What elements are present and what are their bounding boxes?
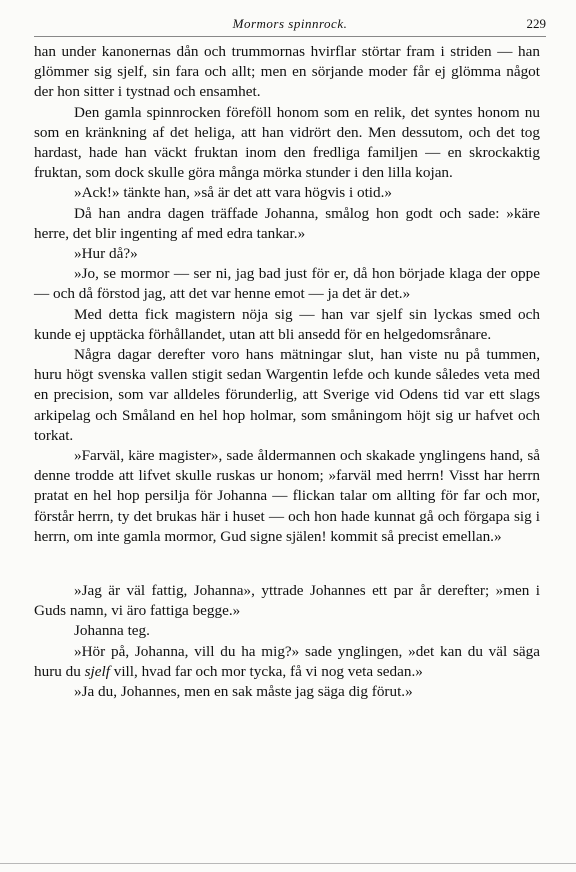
bottom-rule — [0, 863, 576, 864]
paragraph: Johanna teg. — [74, 622, 150, 640]
page-header — [34, 6, 546, 32]
section-break — [34, 547, 540, 581]
paragraph: »Jo, se mormor — ser ni, jag bad just för er, då hon började klaga der oppe — och då förstod jag, att det var henne emot — ja det är det.» — [34, 265, 540, 303]
paragraph — [34, 642, 540, 682]
paragraph: Med detta fick magistern nöja sig — han var sjelf sin lyckas smed och kunde ej upptäcka förhållandet, utan att bli ansedd för en helgedomsrånare. — [34, 305, 540, 343]
paragraph: han under kanonernas dån och trummornas hvirflar störtar fram i striden — han glömmer sig sjelf, sin fara och allt; men en sörjande moder får ej glömma något der hon sitter i tystnad och ensamhet. — [34, 43, 540, 101]
paragraph: »Farväl, käre magister», sade åldermannen och skakade ynglingens hand, så denne trodde att lifvet skulle ruskas ur honom; »farväl med herrn! Visst har herrn pratat en hel hop persilja för Johanna — flickan talar om allting för far och mor, förstår herrn, ty det brukas här i huset — och hon hade kunnat gå och förgapa sig i herrn, om inte gamla mormor, Gud signe själen! kommit så precist emellan.» — [34, 447, 540, 545]
paragraph: Då han andra dagen träffade Johanna, smålog hon godt och sade: »käre herre, det blir ingenting af med edra tankar.» — [34, 204, 540, 242]
paragraph-text: vill, hvad far och mor tycka, få vi nog veta sedan.» — [109, 662, 423, 680]
page-number: 229 — [526, 16, 546, 31]
paragraph: »Ja du, Johannes, men en sak måste jag säga dig förut.» — [74, 683, 413, 701]
paragraph: Den gamla spinnrocken föreföll honom som en relik, det syntes honom nu som en kränkning af det heliga, att han vidrört den. Men dessutom, och det tog hardast, hade han väckt fruktan inom den fredliga familjen — en skrockaktig fruktan, som dock skulle göra många mörka stunder i den lilla kojan. — [34, 103, 540, 182]
emphasized-word: sjelf — [84, 662, 110, 680]
paragraph: »Hur då?» — [74, 245, 138, 263]
paragraph-text: »Hör på, Johanna, vill du ha mig?» sade ynglingen, »det kan du väl säga huru du — [34, 642, 540, 680]
paragraph: Några dagar derefter voro hans mätningar slut, han viste nu på tummen, huru högt svenska vallen stigit sedan Wargentin lefde och kunde således veta med en precision, som var alldeles förunderlig, att Sverige vid Odens tid var ett slags arkipelag och Småland en hel hop holmar, som småningom höjt sig ur hafvet och torkat. — [34, 346, 540, 444]
page-body — [34, 42, 540, 702]
paragraph: »Jag är väl fattig, Johanna», yttrade Johannes ett par år derefter; »men i Guds namn, vi äro fattiga begge.» — [34, 582, 540, 620]
running-title: Mormors spinnrock. — [232, 16, 348, 31]
paragraph: »Ack!» tänkte han, »så är det att vara högvis i otid.» — [74, 184, 393, 202]
header-rule — [34, 36, 546, 37]
